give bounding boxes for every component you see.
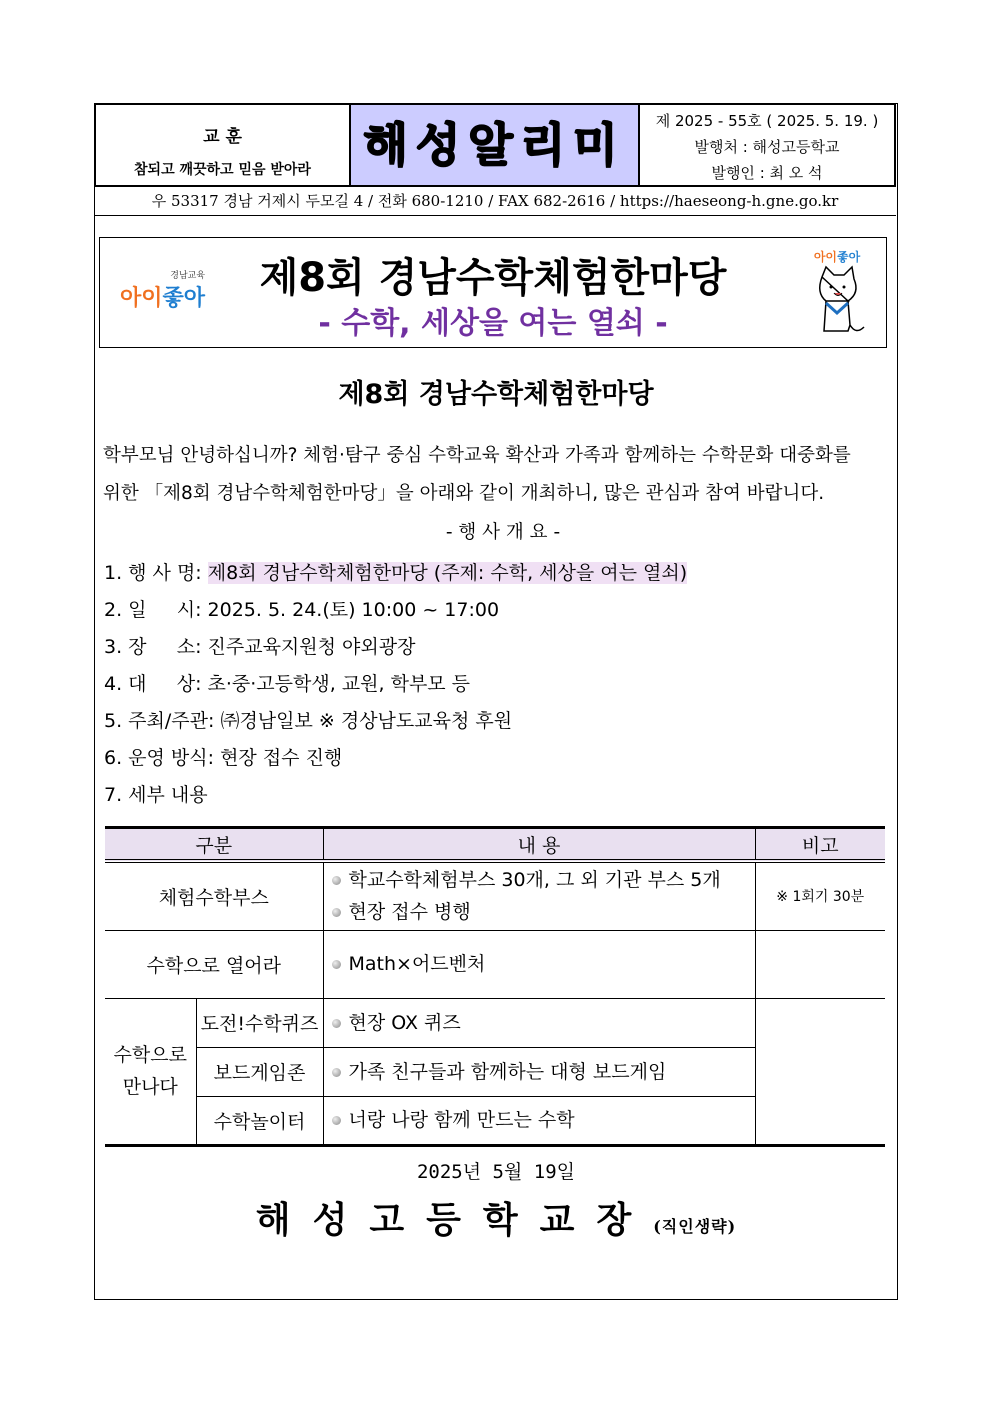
- item-label: 3. 장 소:: [104, 636, 208, 658]
- signature: [0, 1192, 992, 1243]
- item-label: 6. 운영 방식:: [104, 747, 221, 769]
- seal-note: (직인생략): [653, 1217, 737, 1236]
- intro-line-2: 위한 「제8회 경남수학체험한마당」을 아래와 같이 개최하니, 많은 관심과 참여 바랍니다.: [103, 483, 825, 504]
- item-value: 초·중·고등학생, 교원, 학부모 등: [207, 673, 471, 695]
- motto-title: 교 훈: [203, 127, 242, 147]
- banner-subtitle: - 수학, 세상을 여는 열쇠 -: [318, 306, 668, 341]
- subcategory-cell: 수학놀이터: [196, 1096, 323, 1145]
- page-heading: 제8회 경남수학체험한마당: [338, 379, 654, 410]
- table-row: [105, 930, 885, 998]
- bullet-icon: [332, 1068, 341, 1077]
- school-address: 우 53317 경남 거제시 두모길 4 / 전화 680-1210 / FAX 682-2616 / https://haeseong-h.gne.go.kr: [94, 187, 896, 216]
- item-label: 2. 일 시:: [104, 599, 208, 621]
- subcategory-cell: 도전!수학퀴즈: [196, 998, 323, 1047]
- item-label: 1. 행 사 명:: [104, 562, 208, 584]
- content-text: Math×어드벤처: [348, 953, 486, 975]
- list-item: [104, 706, 512, 736]
- col-header: 구분: [105, 828, 323, 862]
- newsletter-title: 해성알리미: [351, 105, 640, 185]
- item-label: 5. 주최/주관:: [104, 710, 221, 732]
- issuer: 발행인 : 최 오 석: [711, 164, 823, 182]
- category-cell: 수학으로 열어라: [105, 930, 323, 998]
- item-value: 2025. 5. 24.(토) 10:00 ~ 17:00: [207, 599, 500, 621]
- contents-cell: [323, 1096, 755, 1145]
- details-table: [105, 826, 885, 1147]
- table-row: [105, 998, 885, 1047]
- group-cell: 수학으로 만나다: [105, 998, 196, 1145]
- issue-date: 2025년 5월 19일: [416, 1161, 575, 1183]
- content-text: 너랑 나랑 함께 만드는 수학: [348, 1109, 575, 1131]
- bullet-icon: [332, 960, 341, 969]
- banner-title: 제8회 경남수학체험한마당: [259, 255, 727, 301]
- publisher: 발행처 : 해성고등학교: [694, 138, 840, 156]
- note-cell: [755, 930, 885, 998]
- col-header: 내 용: [323, 828, 755, 862]
- list-item: [104, 743, 342, 773]
- table-row: [105, 861, 885, 930]
- contents-cell: [323, 998, 755, 1047]
- subcategory-cell: 보드게임존: [196, 1047, 323, 1096]
- contents-cell: [323, 930, 755, 998]
- list-item: [104, 595, 499, 625]
- issue-number: 제 2025 - 55호 ( 2025. 5. 19. ): [655, 112, 879, 130]
- content-text: 현장 OX 퀴즈: [348, 1011, 461, 1034]
- item-value: 현장 접수 진행: [220, 747, 343, 769]
- col-header: 비고: [755, 828, 885, 862]
- content-text: 가족 친구들과 함께하는 대형 보드게임: [348, 1060, 667, 1083]
- principal-title: 해성고등학교장: [255, 1199, 654, 1241]
- note-cell: [755, 998, 885, 1145]
- masthead: [94, 103, 896, 187]
- education-logo: 경남교육 아이좋아: [120, 271, 206, 311]
- item-label: 7. 세부 내용: [104, 784, 208, 806]
- list-item: [104, 558, 687, 588]
- item-label: 4. 대 상:: [104, 673, 208, 695]
- item-value: 제8회 경남수학체험한마당 (주제: 수학, 세상을 여는 열쇠): [207, 562, 688, 584]
- content-text: 현장 접수 병행: [348, 901, 471, 924]
- content-text: 학교수학체험부스 30개, 그 외 기관 부스 5개: [348, 869, 721, 892]
- mascot-text: 아이좋아: [802, 248, 872, 265]
- contents-cell: [323, 861, 755, 930]
- note-cell: ※ 1회기 30분: [755, 861, 885, 930]
- overview-title: - 행 사 개 요 -: [445, 522, 561, 543]
- mascot-cat-icon: [802, 248, 872, 338]
- motto-cell: [96, 105, 351, 185]
- item-value: ㈜경남일보 ※ 경상남도교육청 후원: [220, 710, 513, 732]
- contents-cell: [323, 1047, 755, 1096]
- intro-line-1: 학부모님 안녕하십니까? 체험·탐구 중심 수학교육 확산과 가족과 함께하는 수학문화 대중화를: [103, 445, 851, 466]
- event-banner: [99, 237, 887, 348]
- bullet-icon: [332, 876, 341, 885]
- list-item: [104, 669, 470, 699]
- bullet-icon: [332, 1019, 341, 1028]
- category-cell: 체험수학부스: [105, 861, 323, 930]
- issue-info: [640, 105, 894, 185]
- item-value: 진주교육지원청 야외광장: [207, 636, 416, 658]
- list-item: [104, 780, 208, 810]
- list-item: [104, 632, 415, 662]
- bullet-icon: [332, 1116, 341, 1125]
- motto-text: 참되고 깨끗하고 믿음 받아라: [134, 162, 311, 178]
- bullet-icon: [332, 908, 341, 917]
